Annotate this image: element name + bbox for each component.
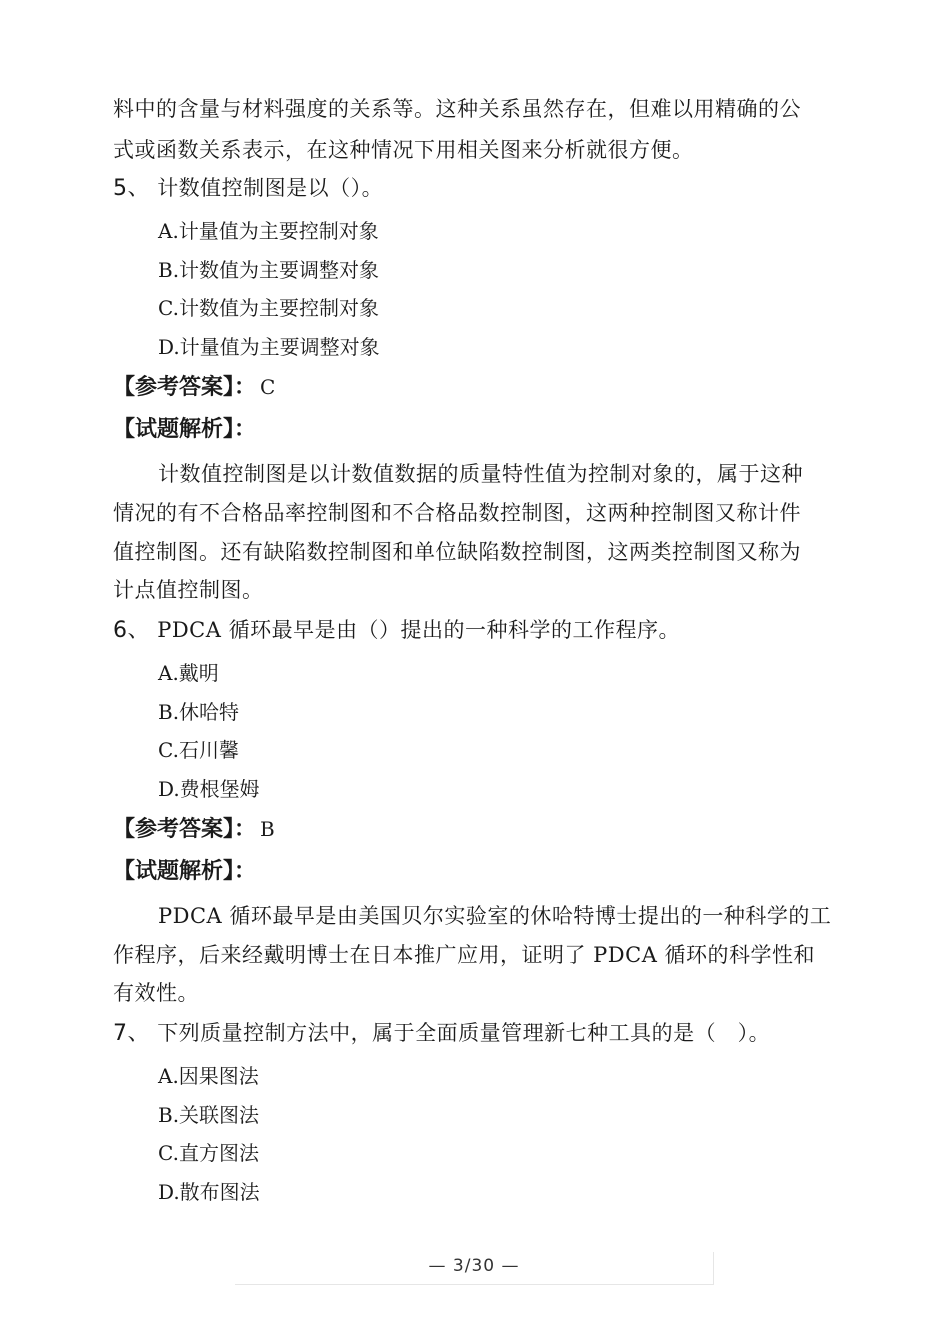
question-stem: PDCA 循环最早是由（）提出的一种科学的工作程序。 bbox=[157, 618, 681, 642]
question-number: 6、 bbox=[113, 618, 150, 643]
q6-option-a: A.戴明 bbox=[158, 661, 219, 685]
question-5 bbox=[113, 174, 383, 203]
question-stem: 计数值控制图是以（）。 bbox=[157, 176, 384, 200]
q6-analysis-line-3: 有效性。 bbox=[113, 981, 199, 1005]
page-footer bbox=[235, 1252, 714, 1285]
q6-option-b: B.休哈特 bbox=[158, 700, 240, 724]
q5-analysis-line-4: 计点值控制图。 bbox=[113, 578, 264, 602]
q7-option-b: B.关联图法 bbox=[158, 1103, 260, 1127]
question-stem: 下列质量控制方法中，属于全面质量管理新七种工具的是（ ）。 bbox=[157, 1021, 771, 1045]
question-6 bbox=[113, 616, 680, 645]
q6-answer bbox=[113, 814, 275, 845]
answer-label: 【参考答案】： bbox=[113, 375, 257, 400]
q5-option-c: C.计数值为主要控制对象 bbox=[158, 296, 379, 320]
q7-option-c: C.直方图法 bbox=[158, 1141, 259, 1165]
question-number: 7、 bbox=[113, 1021, 150, 1046]
q5-analysis-line-1: 计数值控制图是以计数值数据的质量特性值为控制对象的，属于这种 bbox=[158, 462, 803, 486]
answer-value: C bbox=[260, 375, 276, 399]
q5-analysis-line-2: 情况的有不合格品率控制图和不合格品数控制图，这两种控制图又称计件 bbox=[113, 501, 801, 525]
q5-option-b: B.计数值为主要调整对象 bbox=[158, 258, 380, 282]
q6-analysis-line-2: 作程序，后来经戴明博士在日本推广应用，证明了 PDCA 循环的科学性和 bbox=[113, 943, 816, 967]
q7-option-a: A.因果图法 bbox=[158, 1064, 259, 1088]
intro-line-2: 式或函数关系表示，在这种情况下用相关图来分析就很方便。 bbox=[113, 138, 694, 162]
q7-option-d: D.散布图法 bbox=[158, 1180, 260, 1204]
question-7 bbox=[113, 1019, 770, 1048]
q6-option-d: D.费根堡姆 bbox=[158, 777, 260, 801]
intro-line-1: 料中的含量与材料强度的关系等。这种关系虽然存在，但难以用精确的公 bbox=[113, 97, 801, 121]
q5-analysis-label: 【试题解析】： bbox=[113, 417, 257, 442]
question-number: 5、 bbox=[113, 176, 150, 201]
q5-analysis-line-3: 值控制图。还有缺陷数控制图和单位缺陷数控制图，这两类控制图又称为 bbox=[113, 540, 801, 564]
q5-option-a: A.计量值为主要控制对象 bbox=[158, 219, 379, 243]
q5-answer bbox=[113, 372, 275, 403]
q6-analysis-line-1: PDCA 循环最早是由美国贝尔实验室的休哈特博士提出的一种科学的工 bbox=[158, 904, 832, 928]
q5-option-d: D.计量值为主要调整对象 bbox=[158, 335, 380, 359]
page-number: — 3/30 — bbox=[428, 1256, 520, 1276]
q6-analysis-label: 【试题解析】： bbox=[113, 859, 257, 884]
answer-value: B bbox=[260, 817, 275, 841]
q6-option-c: C.石川馨 bbox=[158, 738, 239, 762]
answer-label: 【参考答案】： bbox=[113, 817, 257, 842]
